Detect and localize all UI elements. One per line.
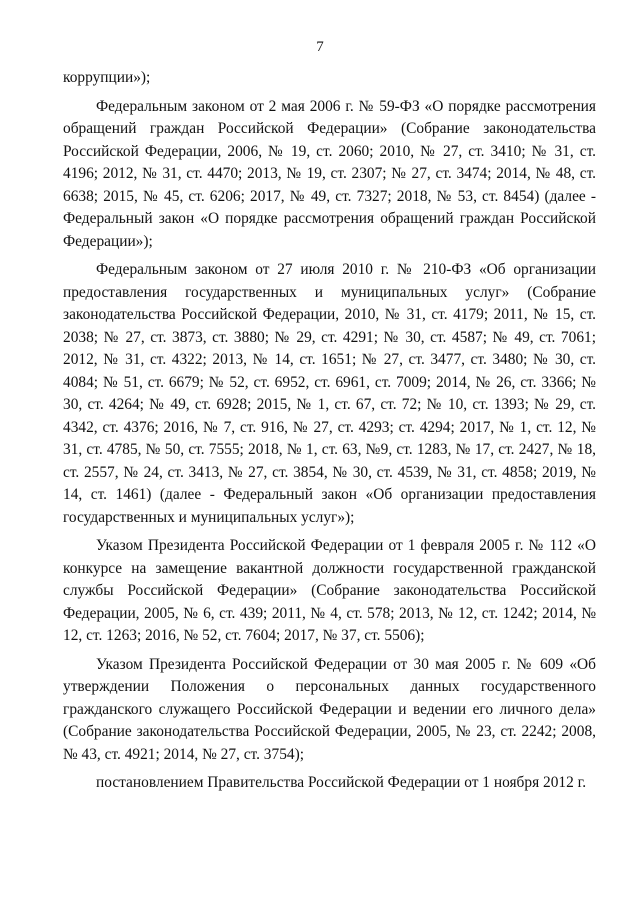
page-number: 7 — [316, 39, 324, 55]
paragraph-law-59-fz: Федеральным законом от 2 мая 2006 г. № 59-ФЗ «О порядке рассмотрения обращений граждан Российской Федерации» (Собрание законодательства Российской Федерации, 2006, № 19, ст. 2060; 2010, № 27, ст. 3410; № 31, ст. 4196; 2012, № 31, ст. 4470; 2013, № 19, ст. 2307; № 27, ст. 3474; 2014, № 48, ст. 6638; 2015, № 45, ст. 6206; 2017, № 49, ст. 7327; 2018, № 53, ст. 8454) (далее - Федеральный закон «О порядке рассмотрения обращений граждан Российской Федерации»); — [63, 97, 596, 250]
paragraph-continuation: коррупции»); — [63, 69, 151, 86]
paragraph-decree-609: Указом Президента Российской Федерации от 30 мая 2005 г. № 609 «Об утверждении Положения о персональных данных государственного гражданского служащего Российской Федерации и ведении его личного дела» (Собрание законодательства Российской Федерации, 2005, № 23, ст. 2242; 2008, № 43, ст. 4921; 2014, № 27, ст. 3754); — [63, 655, 596, 763]
paragraph-government-resolution: постановлением Правительства Российской Федерации от 1 ноября 2012 г. — [96, 774, 587, 791]
paragraph-decree-112: Указом Президента Российской Федерации от 1 февраля 2005 г. № 112 «О конкурсе на замещение вакантной должности государственной гражданской службы Российской Федерации» (Собрание законодательства Российской Федерации, 2005, № 6, ст. 439; 2011, № 4, ст. 578; 2013, № 12, ст. 1242; 2014, № 12, ст. 1263; 2016, № 52, ст. 7604; 2017, № 37, ст. 5506); — [63, 537, 596, 644]
paragraph-law-210-fz: Федеральным законом от 27 июля 2010 г. № 210-ФЗ «Об организации предоставления государственных и муниципальных услуг» (Собрание законодательства Российской Федерации, 2010, № 31, ст. 4179; 2011, № 15, ст. 2038; № 27, ст. 3873, ст. 3880; № 29, ст. 4291; № 30, ст. 4587; № 49, ст. 7061; 2012, № 31, ст. 4322; 2013, № 14, ст. 1651; № 27, ст. 3477, ст. 3480; № 30, ст. 4084; № 51, ст. 6679; № 52, ст. 6952, ст. 6961, ст. 7009; 2014, № 26, ст. 3366; № 30, ст. 4264; № 49, ст. 6928; 2015, № 1, ст. 67, ст. 72; № 10, ст. 1393; № 29, ст. 4342, ст. 4376; 2016, № 7, ст. 916, № 27, ст. 4293; ст. 4294; 2017, № 1, ст. 12, № 31, ст. 4785, № 50, ст. 7555; 2018, № 1, ст. 63, №9, ст. 1283, № 17, ст. 2427, № 18, ст. 2557, № 24, ст. 3413, № 27, ст. 3854, № 30, ст. 4539, № 31, ст. 4858; 2019, № 14, ст. 1461) (далее - Федеральный закон «Об организации предоставления государственных и муниципальных услуг»); — [63, 261, 596, 526]
document-body — [63, 67, 596, 795]
